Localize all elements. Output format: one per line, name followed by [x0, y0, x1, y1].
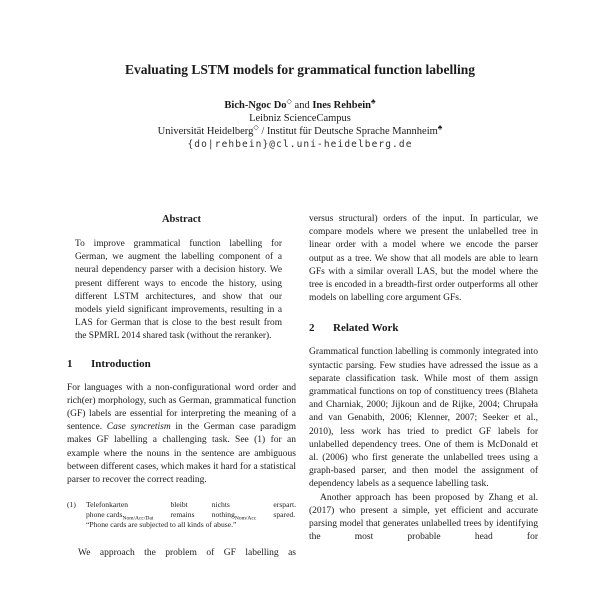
section-number-1: 1	[67, 357, 73, 370]
example-gloss-case: Nom/Acc/Dat	[122, 515, 154, 522]
example-word: bleibt	[170, 500, 188, 510]
example-token-3	[211, 500, 257, 522]
continued-paragraph: versus structural) orders of the input. In particular, we compare models where we present the unlabelled tree in linear order with a model where we encode the parser output as a tree. We show that all models are able to learn GFs with a similar overall LAS, but the model where the tree is encoded in a breadth-first order outperforms all other models on labelling core argument GFs.	[309, 214, 538, 304]
affiliation-mark-diamond: ◇	[253, 123, 259, 132]
example-word: nichts	[211, 500, 230, 510]
right-column	[309, 213, 538, 544]
example-word: erspart.	[273, 500, 296, 510]
author-conjunction: and	[291, 100, 313, 111]
example-token-columns	[86, 500, 296, 522]
example-gloss-case: Nom/Acc	[234, 515, 257, 522]
intro-text-pre: For languages with a non-configurational word order and rich(er) morphology, such as German, grammatical function (GF) labels are essential for interpreting the meaning of a sentence.	[67, 382, 296, 433]
affiliation-org-1: Universität Heidelberg	[157, 126, 254, 137]
linguistic-example	[67, 500, 296, 530]
example-token-2	[170, 500, 194, 519]
related-work-paragraph-1: Grammatical function labelling is commonly integrated into syntactic parsing. Few studies have adressed the issue as a separate classification task. While most of them assign grammatical functions on top of constituency trees (Blaheta and Charniak, 2000; Jijkoun and de Rijke, 2004; Chrupała and van Genabith, 2006; Klenner, 2007; Seeker et al., 2010), less work has tried to predict GF labels for unlabelled dependency trees. One of them is McDonald et al. (2006) who first generate the unlabelled trees using a graph-based parser, and then model the assignment of dependency labels as a sequence labelling task.	[309, 347, 538, 490]
example-gloss	[86, 510, 153, 520]
example-gloss	[212, 510, 257, 520]
example-token-4	[273, 500, 296, 519]
example-gloss-text: nothing	[211, 509, 235, 519]
intro-text-italic-term: Case syncretism	[106, 422, 171, 433]
example-token-1	[86, 500, 154, 522]
section-heading-related-work	[309, 322, 538, 335]
affiliation-line-2	[0, 125, 600, 138]
example-translation: “Phone cards are subjected to all kinds of abuse.”	[86, 520, 237, 530]
paper-header	[0, 0, 600, 151]
affiliation-mark-club: ♣	[437, 123, 443, 132]
related-work-paragraph-2: Another approach has been proposed by Zhang et al. (2017) who present a simple, yet efficient and accurate parsing model that generates unlabelled trees by identifying the most probable head for	[309, 492, 538, 543]
affiliation-separator: /	[258, 126, 267, 137]
paper-title: Evaluating LSTM models for grammatical function labelling	[124, 62, 475, 77]
left-column	[67, 213, 296, 560]
author-name-1: Bich-Ngoc Do	[224, 100, 287, 111]
section-title-related-work: Related Work	[333, 322, 399, 335]
example-gloss-text: remains	[170, 509, 195, 519]
author-name-2: Ines Rehbein	[312, 100, 371, 111]
affiliation-line-1: Leibniz ScienceCampus	[249, 113, 351, 124]
author-line	[0, 99, 600, 112]
example-word: Telefonkarten	[86, 500, 129, 510]
section-heading-introduction	[67, 358, 296, 371]
author-email: {do|rehbein}@cl.uni-heidelberg.de	[187, 139, 413, 150]
introduction-paragraph-2: We approach the problem of GF labelling as	[78, 548, 296, 559]
intro-text-post: in the German case paradigm makes GF labelling a challenging task. See (1) for an example where the nouns in the sentence are ambiguous between different cases, which makes it hard for a statistical parser to recover the correct reading.	[67, 422, 296, 486]
example-gloss	[170, 510, 194, 520]
abstract-text: To improve grammatical function labelling for German, we augment the labelling component of a neural dependency parser with a decision history. We present different ways to encode the history, using different LSTM architectures, and show that our models yield significant improvements, resulting in a LAS for German that is close to the best result from the SPMRL 2014 shared task (without the reranker).	[75, 239, 282, 342]
example-number: (1)	[67, 500, 76, 510]
affiliation-org-2: Institut für Deutsche Sprache Mannheim	[266, 126, 438, 137]
example-interlinear	[67, 500, 296, 522]
example-gloss-text: spared.	[273, 509, 296, 519]
abstract-heading: Abstract	[161, 214, 202, 225]
example-gloss	[273, 510, 296, 520]
section-title-introduction: Introduction	[91, 357, 151, 370]
author-mark-club: ♣	[370, 97, 376, 106]
example-gloss-text: phone cards	[86, 509, 123, 519]
author-mark-diamond: ◇	[286, 97, 292, 106]
section-number-2: 2	[309, 322, 315, 335]
introduction-paragraph-1	[67, 382, 296, 488]
